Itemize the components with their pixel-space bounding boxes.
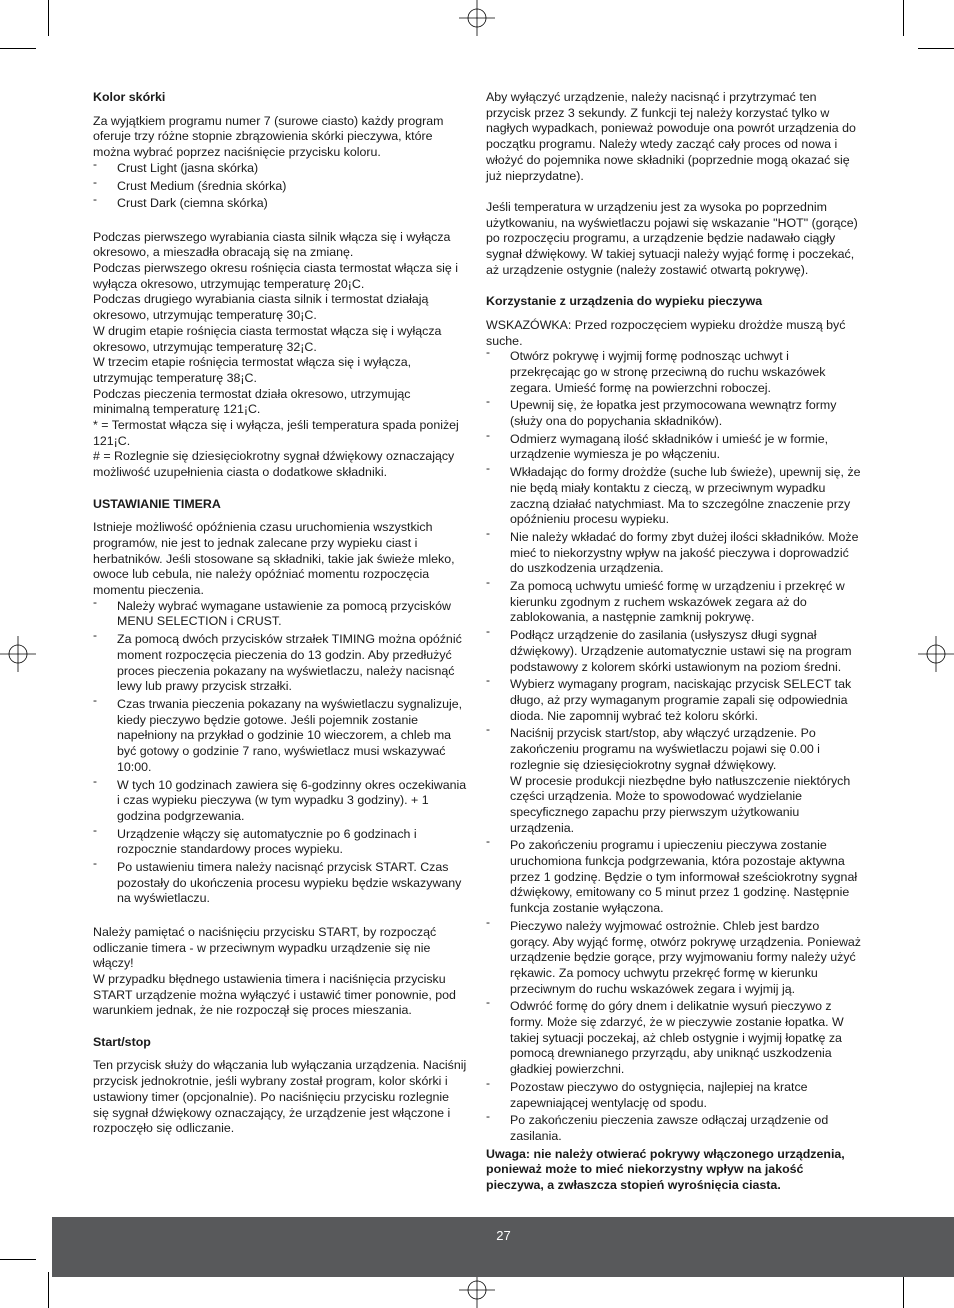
crop-mark [48,0,49,36]
process-paragraph: Podczas drugiego wyrabiania ciasta silnik i termostat działają okresowo, utrzymując temperaturę 30¡C. [93,292,429,323]
list-item: - Czas trwania pieczenia pokazany na wyświetlaczu sygnalizuje, kiedy pieczywo będzie gotowe. Jeśli pojemnik zostanie napełniony na przykład o godzinie 10 wieczorem, a chleb ma być gotowy o godzinie 7 rano, wyświetlacz musi wskazywać 10:00. [93,697,468,776]
warning-note: Uwaga: nie należy otwierać pokrywy włączonego urządzenia, ponieważ może to mieć niekorzystny wpływ na jakość pieczywa, a zwłaszcza stopień wyrośnięcia ciasta. [486,1146,845,1193]
list-item: - Pieczywo należy wyjmować ostrożnie. Chleb jest bardzo gorący. Aby wyjąć formę, otwórz pokrywę urządzenia. Ponieważ urządzenie będzie gorące, przy wyjmowaniu formy należy użyć rękawic. Za pomocy uchwytu przekręć formę w kierunku przeciwnym do ruchu wskazówek zegara i wyjmij ją. [486,919,862,998]
crop-mark [903,1272,904,1308]
registration-mark-top [459,0,495,36]
section-heading-startstop: Start/stop [93,1034,151,1049]
startstop-text: Ten przycisk służy do włączania lub wyłączania urządzenia. Naciśnij przycisk jednokrotnie, jeśli wybrany został program, kolor skórki i ustawiony timer (opcjonalnie). Po naciśnięciu przycisku rozlegnie się sygnał dźwiękowy oznaczający, że urządzenie jest włączone i rozpoczęło się odliczanie. [93,1058,467,1136]
registration-mark-bottom [459,1272,495,1308]
list-item: - Odmierz wymaganą ilość składników i umieść je w formie, urządzenie wymiesza je po włączeniu. [486,432,862,463]
list-item: - Po zakończeniu pieczenia zawsze odłączaj urządzenie od zasilania. [486,1113,862,1144]
process-paragraph: Podczas pierwszego wyrabiania ciasta silnik włącza się i wyłącza okresowo, a mieszadła obracają się na zmianę. [93,229,451,260]
process-paragraph: * = Termostat włącza się i wyłącza, jeśli temperatura spada poniżej 121¡C. [93,418,459,448]
timer-note: Należy pamiętać o naciśnięciu przycisku START, by rozpocząć odliczanie timera - w przeciwnym wypadku urządzenie się nie włączy! [93,924,437,971]
list-item: - Za pomocą uchwytu umieść formę w urządzeniu i przekręć w kierunku zgodnym z ruchem wskazówek zegara aż do zablokowania, a następnie zamknij pokrywę. [486,579,862,626]
process-paragraph: # = Rozlegnie się dziesięciokrotny sygnał dźwiękowy oznaczający możliwość uzupełnienia ciasta o dodatkowe składniki. [93,449,455,480]
section-heading-usage: Korzystanie z urządzenia do wypieku pieczywa [486,294,763,309]
kolor-intro: Za wyjątkiem programu numer 7 (surowe ciasto) każdy program oferuje trzy różne stopnie zbrązowienia skórki pieczywa, które można wybrać poprzez naciśnięcie przycisku koloru. [93,113,444,160]
crust-list [93,161,468,212]
list-item: - Należy wybrać wymagane ustawienie za pomocą przycisków MENU SELECTION i CRUST. [93,599,468,630]
crop-mark [903,0,904,36]
list-item: - Po zakończeniu programu i upieczeniu pieczywa zostanie uruchomiona funkcja podgrzewania, która pozostaje aktywna przez 1 godzinę. Będzie o tym informował sześciokrotny sygnał dźwiękowy, emitowany co 5 minut przez 1 godzinę. Następnie funkcja zostanie wyłączona. [486,838,862,917]
usage-list [486,349,862,1144]
paragraph: Jeśli temperatura w urządzeniu jest za wysoka po poprzednim użytkowaniu, na wyświetlaczu pojawi się wskazanie "HOT" (gorące) po rozpoczęciu programu, a urządzenie będzie nadawało ciągły sygnał dźwiękowy. W takiej sytuacji należy wyjąć formę i poczekać, aż urządzenie ostygnie (należy zostawić otwartą pokrywę). [486,199,858,277]
process-paragraph: Podczas pieczenia termostat działa okresowo, utrzymując minimalną temperaturę 121¡C. [93,386,411,417]
left-column [93,90,468,1137]
usage-hint: WSKAZÓWKA: Przed rozpoczęciem wypieku drożdże muszą być suche. [486,317,846,348]
page-number: 27 [496,1228,511,1243]
crop-mark [0,1259,36,1260]
crop-mark [918,48,954,49]
list-item: - Upewnij się, że łopatka jest przymocowana wewnątrz formy (służy ona do popychania składników). [486,398,862,429]
right-column [486,90,862,1194]
crop-mark [48,1272,49,1308]
process-paragraph: W trzecim etapie rośnięcia termostat włącza się i wyłącza, utrzymując temperaturę 38¡C. [93,355,412,385]
section-heading-timer: USTAWIANIE TIMERA [93,496,221,511]
footer-bar [52,1217,954,1277]
registration-mark-right [918,636,954,672]
registration-mark-left [0,636,36,672]
timer-list [93,599,468,907]
list-item-continuation: W procesie produkcji niezbędne było natłuszczenie niektórych części urządzenia. Może to spowodować wydzielanie specyficznego zapachu przy pierwszym użytkowaniu urządzenia. [510,773,851,835]
list-item: - W tych 10 godzinach zawiera się 6-godzinny okres oczekiwania i czas wypieku pieczywa (w tym wypadku 3 godziny). + 1 godzina podgrzewania. [93,778,468,825]
list-item: - Po ustawieniu timera należy nacisnąć przycisk START. Czas pozostały do ukończenia procesu wypieku będzie wskazywany na wyświetlaczu. [93,860,468,907]
list-item: - Wkładając do formy drożdże (suche lub świeże), upewnij się, że nie będą miały kontaktu z cieczą, w przeciwnym wypadku zaczną działać natychmiast. Ma to szczególne znaczenie przy opóźnieniu procesu wypieku. [486,465,862,528]
list-item: - Pozostaw pieczywo do ostygnięcia, najlepiej na kratce zapewniającej wentylację od spodu. [486,1080,862,1111]
list-item: - Za pomocą dwóch przycisków strzałek TIMING można opóźnić moment rozpoczęcia pieczenia do 13 godzin. Aby przedłużyć proces pieczenia pokazany na wyświetlaczu, należy nacisnąć lewy lub prawy przycisk strzałki. [93,632,468,695]
process-paragraph: Podczas pierwszego okresu rośnięcia ciasta termostat włącza się i wyłącza okresowo, utrzymując temperaturę 20¡C. [93,261,458,291]
list-item: - Podłącz urządzenie do zasilania (usłyszysz długi sygnał dźwiękowy). Urządzenie automatycznie ustawi się na program podstawowy z kolorem skórki ustawionym na poziom średni. [486,628,862,675]
paragraph: Aby wyłączyć urządzenie, należy nacisnąć i przytrzymać ten przycisk przez 3 sekundy. Z funkcji tej należy korzystać tylko w nagłych wypadkach, ponieważ powoduje ona powrót urządzenia do początku programu. Należy wtedy zacząć cały proces od nowa i włożyć do pojemnika nowe składniki (poprzednie mogą okazać się już nieprzydatne). [486,90,856,183]
section-heading-kolor: Kolor skórki [93,90,166,104]
list-item: - Odwróć formę do góry dnem i delikatnie wysuń pieczywo z formy. Może się zdarzyć, że w pieczywie zostanie łopatka. W takiej sytuacji poczekaj, aż chleb ostygnie i wyjmij łopatkę za pomocą drewnianego przyrządu, aby uniknąć uszkodzenia gładkiej powierzchni. [486,999,862,1078]
list-item-text: Naciśnij przycisk start/stop, aby włączyć urządzenie. Po zakończeniu programu na wyświetlaczu pojawi się 0.00 i rozlegnie się dziesięciokrotny sygnał dźwiękowy. [510,726,820,772]
list-item: - Wybierz wymagany program, naciskając przycisk SELECT tak długo, aż przy wymaganym programie zapali się odpowiednia dioda. Nie zapomnij wybrać też koloru skórki. [486,677,862,724]
timer-note: W przypadku błędnego ustawienia timera i naciśnięcia przycisku START urządzenie można wyłączyć i ustawić timer ponownie, pod warunkiem jednak, że nie rozpoczął się proces mieszania. [93,971,456,1018]
timer-intro: Istnieje możliwość opóźnienia czasu uruchomienia wszystkich programów, nie jest to jednak zalecane przy wypieku ciast i herbatników. Jeśli stosowane są składniki, takie jak świeże mleko, owoce lub cebula, nie należy opóźniać momentu rozpoczęcia momentu pieczenia. [93,520,455,598]
list-item: - Crust Medium (średnia skórka) [93,179,468,195]
list-item: - Nie należy wkładać do formy zbyt dużej ilości składników. Może mieć to niekorzystny wpływ na jakość pieczywa i doprowadzić do uszkodzenia urządzenia. [486,530,862,577]
list-item: - Crust Light (jasna skórka) [93,161,468,177]
process-paragraph: W drugim etapie rośnięcia ciasta termostat włącza się i wyłącza okresowo, utrzymując temperaturę 32¡C. [93,323,442,354]
list-item: - Crust Dark (ciemna skórka) [93,196,468,212]
list-item: - Urządzenie włączy się automatycznie po 6 godzinach i rozpocznie standardowy proces wypieku. [93,827,468,858]
list-item [486,726,862,836]
list-item: - Otwórz pokrywę i wyjmij formę podnosząc uchwyt i przekręcając go w stronę przeciwną do ruchu wskazówek zegara. Umieść formę na powierzchni roboczej. [486,349,862,396]
crop-mark [0,48,36,49]
